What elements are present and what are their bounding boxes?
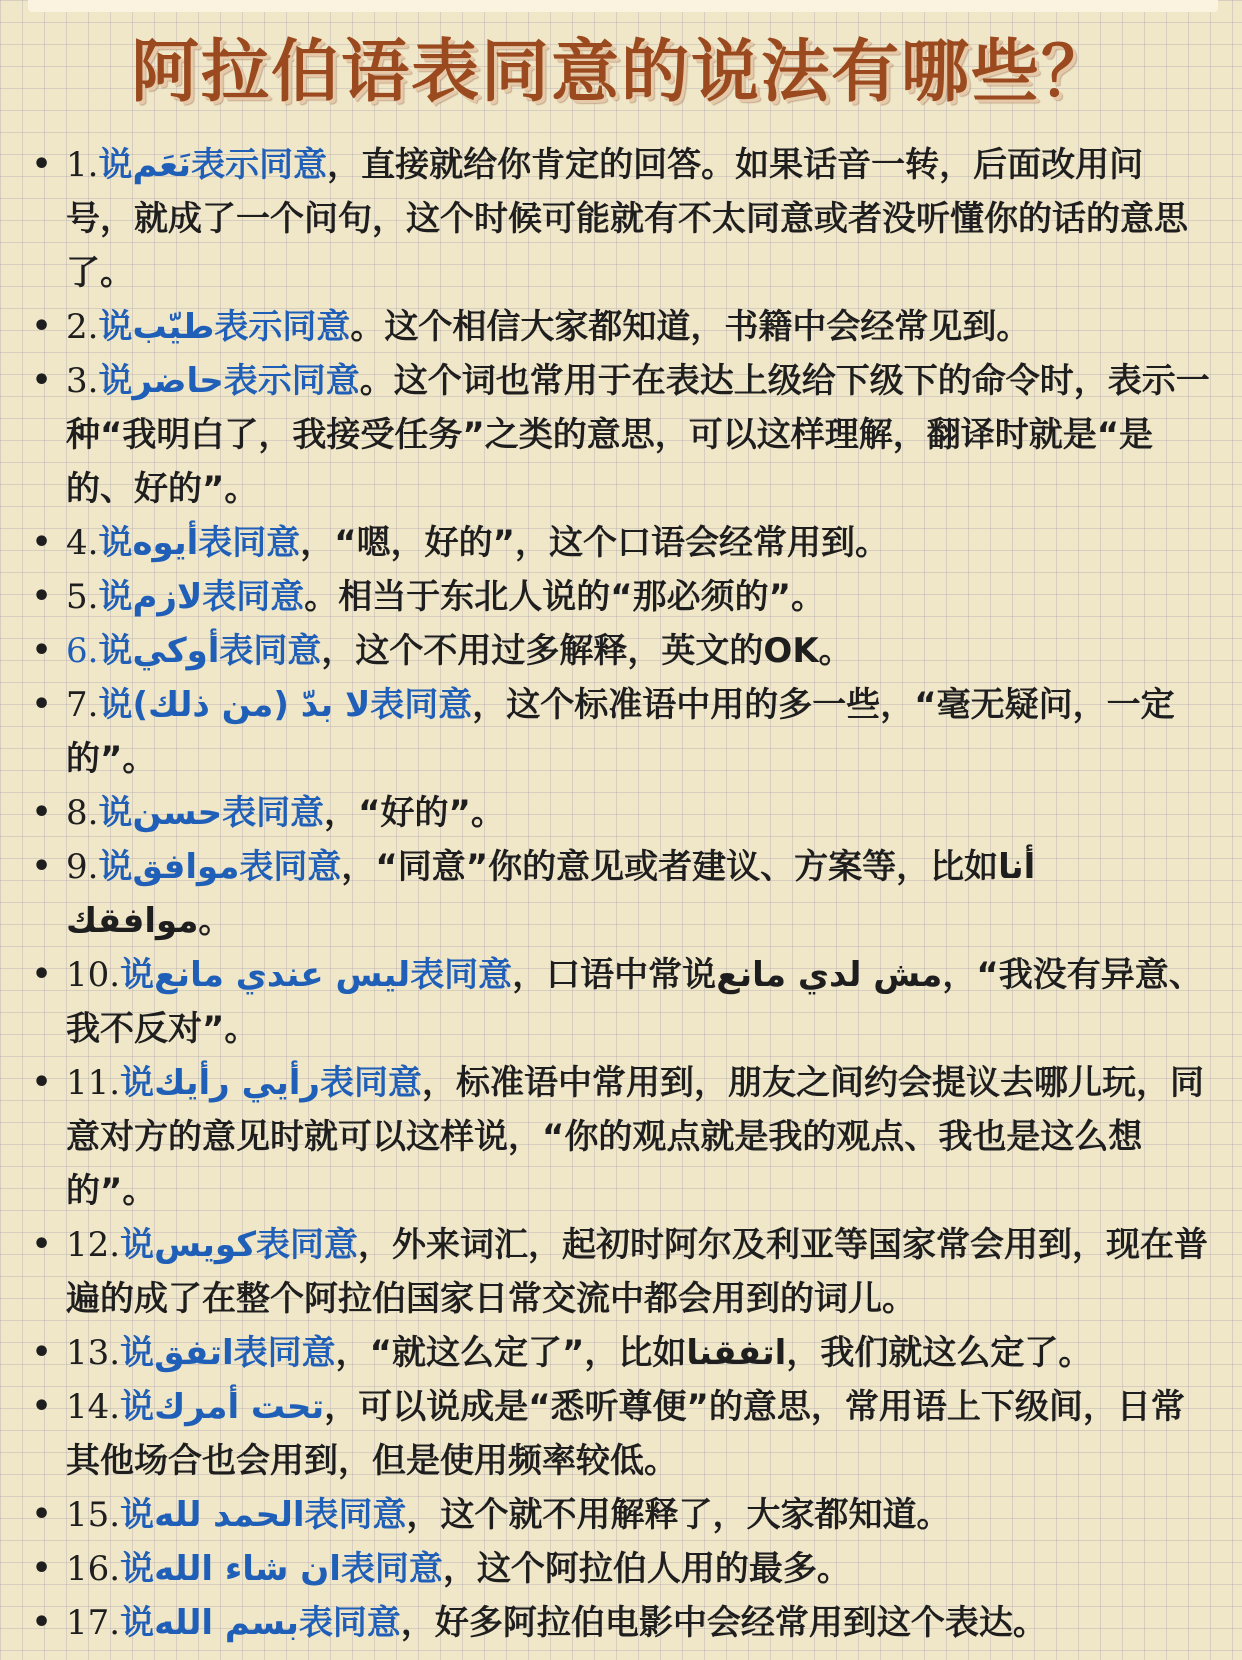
bullet-icon: • [32,1335,52,1370]
bullet-icon: • [32,1227,52,1262]
item-number: 10. [66,955,121,995]
item-phrase: 说اتفق表同意 [120,1333,336,1373]
item-phrase: 说الحمد لله表同意 [120,1495,407,1535]
item-number: 4. [66,523,99,563]
item-phrase: 说لازم表同意 [98,577,305,617]
item-phrase: 说ليس عندي مانع表同意 [120,955,513,995]
bullet-icon: • [32,579,52,614]
item-phrase: 说رأيي رأيك表同意 [120,1063,422,1103]
item-text: ，好多阿拉伯电影中会经常用到这个表达。 [400,1603,1047,1643]
bullet-icon: • [32,525,52,560]
item-phrase: 说موافق表同意 [98,847,342,887]
item-text: ，这个不用过多解释，英文的OK。 [321,631,853,671]
item-text: ，“就这么定了”，比如اتفقنا，我们就这么定了。 [335,1333,1093,1373]
item-text: ，这个就不用解释了，大家都知道。 [406,1495,951,1535]
list-item [30,138,1210,300]
item-number: 2. [66,307,99,347]
item-text: ，外来词汇，起初时阿尔及利亚等国家常会用到，现在普遍的成了在整个阿拉伯国家日常交流中都会用到的词儿。 [66,1225,1208,1319]
item-text: ，这个阿拉伯人用的最多。 [442,1549,851,1589]
item-number: 16. [66,1549,121,1589]
item-text: ，可以说成是“悉听尊便”的意思，常用语上下级间，日常其他场合也会用到，但是使用频率较低。 [66,1387,1185,1481]
item-phrase: 说أيوه表同意 [98,523,301,563]
bullet-icon: • [32,633,52,668]
phrase-list [30,138,1210,1650]
item-phrase: 说حسن表同意 [98,793,325,833]
list-item [30,1596,1210,1650]
list-item [30,678,1210,786]
item-phrase: 说(لا بدّ (من ذلك表同意 [98,685,473,725]
list-item [30,1542,1210,1596]
item-phrase: 说حاضر表示同意 [98,361,360,401]
bullet-icon: • [32,795,52,830]
item-number: 5. [66,577,99,617]
list-item [30,1056,1210,1218]
list-item [30,1380,1210,1488]
item-number: 13. [66,1333,121,1373]
bullet-icon: • [32,1065,52,1100]
item-phrase: 说نَعَم表示同意 [98,145,328,185]
item-phrase: 说كويس表同意 [120,1225,358,1265]
list-item [30,1218,1210,1326]
item-text: ，“好的”。 [324,793,505,833]
bullet-icon: • [32,1497,52,1532]
item-text: ，标准语中常用到，朋友之间约会提议去哪儿玩，同意对方的意见时就可以这样说，“你的观点就是我的观点、我也是这么想的”。 [66,1063,1204,1211]
item-phrase: 说أوكي表同意 [98,631,322,671]
item-number: 1. [66,145,99,185]
item-text: ，“同意”你的意见或者建议、方案等，比如أنا موافقك。 [66,847,1036,941]
list-item [30,948,1210,1056]
list-item [30,570,1210,624]
bullet-icon: • [32,1389,52,1424]
bullet-icon: • [32,309,52,344]
bullet-icon: • [32,687,52,722]
item-phrase: 说بسم الله表同意 [120,1603,401,1643]
item-number: 7. [66,685,99,725]
bullet-icon: • [32,1551,52,1586]
bullet-icon: • [32,147,52,182]
item-text: ，直接就给你肯定的回答。如果话音一转，后面改用问号，就成了一个问句，这个时候可能就有不太同意或者没听懂你的话的意思了。 [66,145,1188,293]
item-number: 6. [66,631,99,671]
list-item [30,516,1210,570]
list-item [30,786,1210,840]
list-item [30,624,1210,678]
item-number: 9. [66,847,99,887]
bullet-icon: • [32,957,52,992]
item-text: 。这个词也常用于在表达上级给下级下的命令时，表示一种“我明白了，我接受任务”之类的意思，可以这样理解，翻译时就是“是的、好的”。 [66,361,1210,509]
item-phrase: 说طيّب表示同意 [98,307,351,347]
item-text: ，口语中常说مش لدي مانع，“我没有异意、我不反对”。 [66,955,1203,1049]
item-number: 11. [66,1063,121,1103]
list-item [30,354,1210,516]
item-phrase: 说تحت أمرك [120,1387,325,1427]
list-item [30,1488,1210,1542]
item-phrase: 说ان شاء الله表同意 [120,1549,443,1589]
item-number: 3. [66,361,99,401]
bullet-icon: • [32,1605,52,1640]
list-item [30,300,1210,354]
item-number: 17. [66,1603,121,1643]
item-number: 8. [66,793,99,833]
item-text: 。这个相信大家都知道，书籍中会经常见到。 [350,307,1031,347]
list-item [30,1326,1210,1380]
bullet-icon: • [32,363,52,398]
item-text: ，“嗯，好的”，这个口语会经常用到。 [300,523,889,563]
item-text: 。相当于东北人说的“那必须的”。 [304,577,825,617]
top-strip [28,0,1218,12]
item-number: 12. [66,1225,121,1265]
item-number: 15. [66,1495,121,1535]
item-text: ，这个标准语中用的多一些，“毫无疑问，一定的”。 [66,685,1175,779]
item-number: 14. [66,1387,121,1427]
bullet-icon: • [32,849,52,884]
page-title: 阿拉伯语表同意的说法有哪些？ [130,33,1111,112]
list-item [30,840,1210,948]
